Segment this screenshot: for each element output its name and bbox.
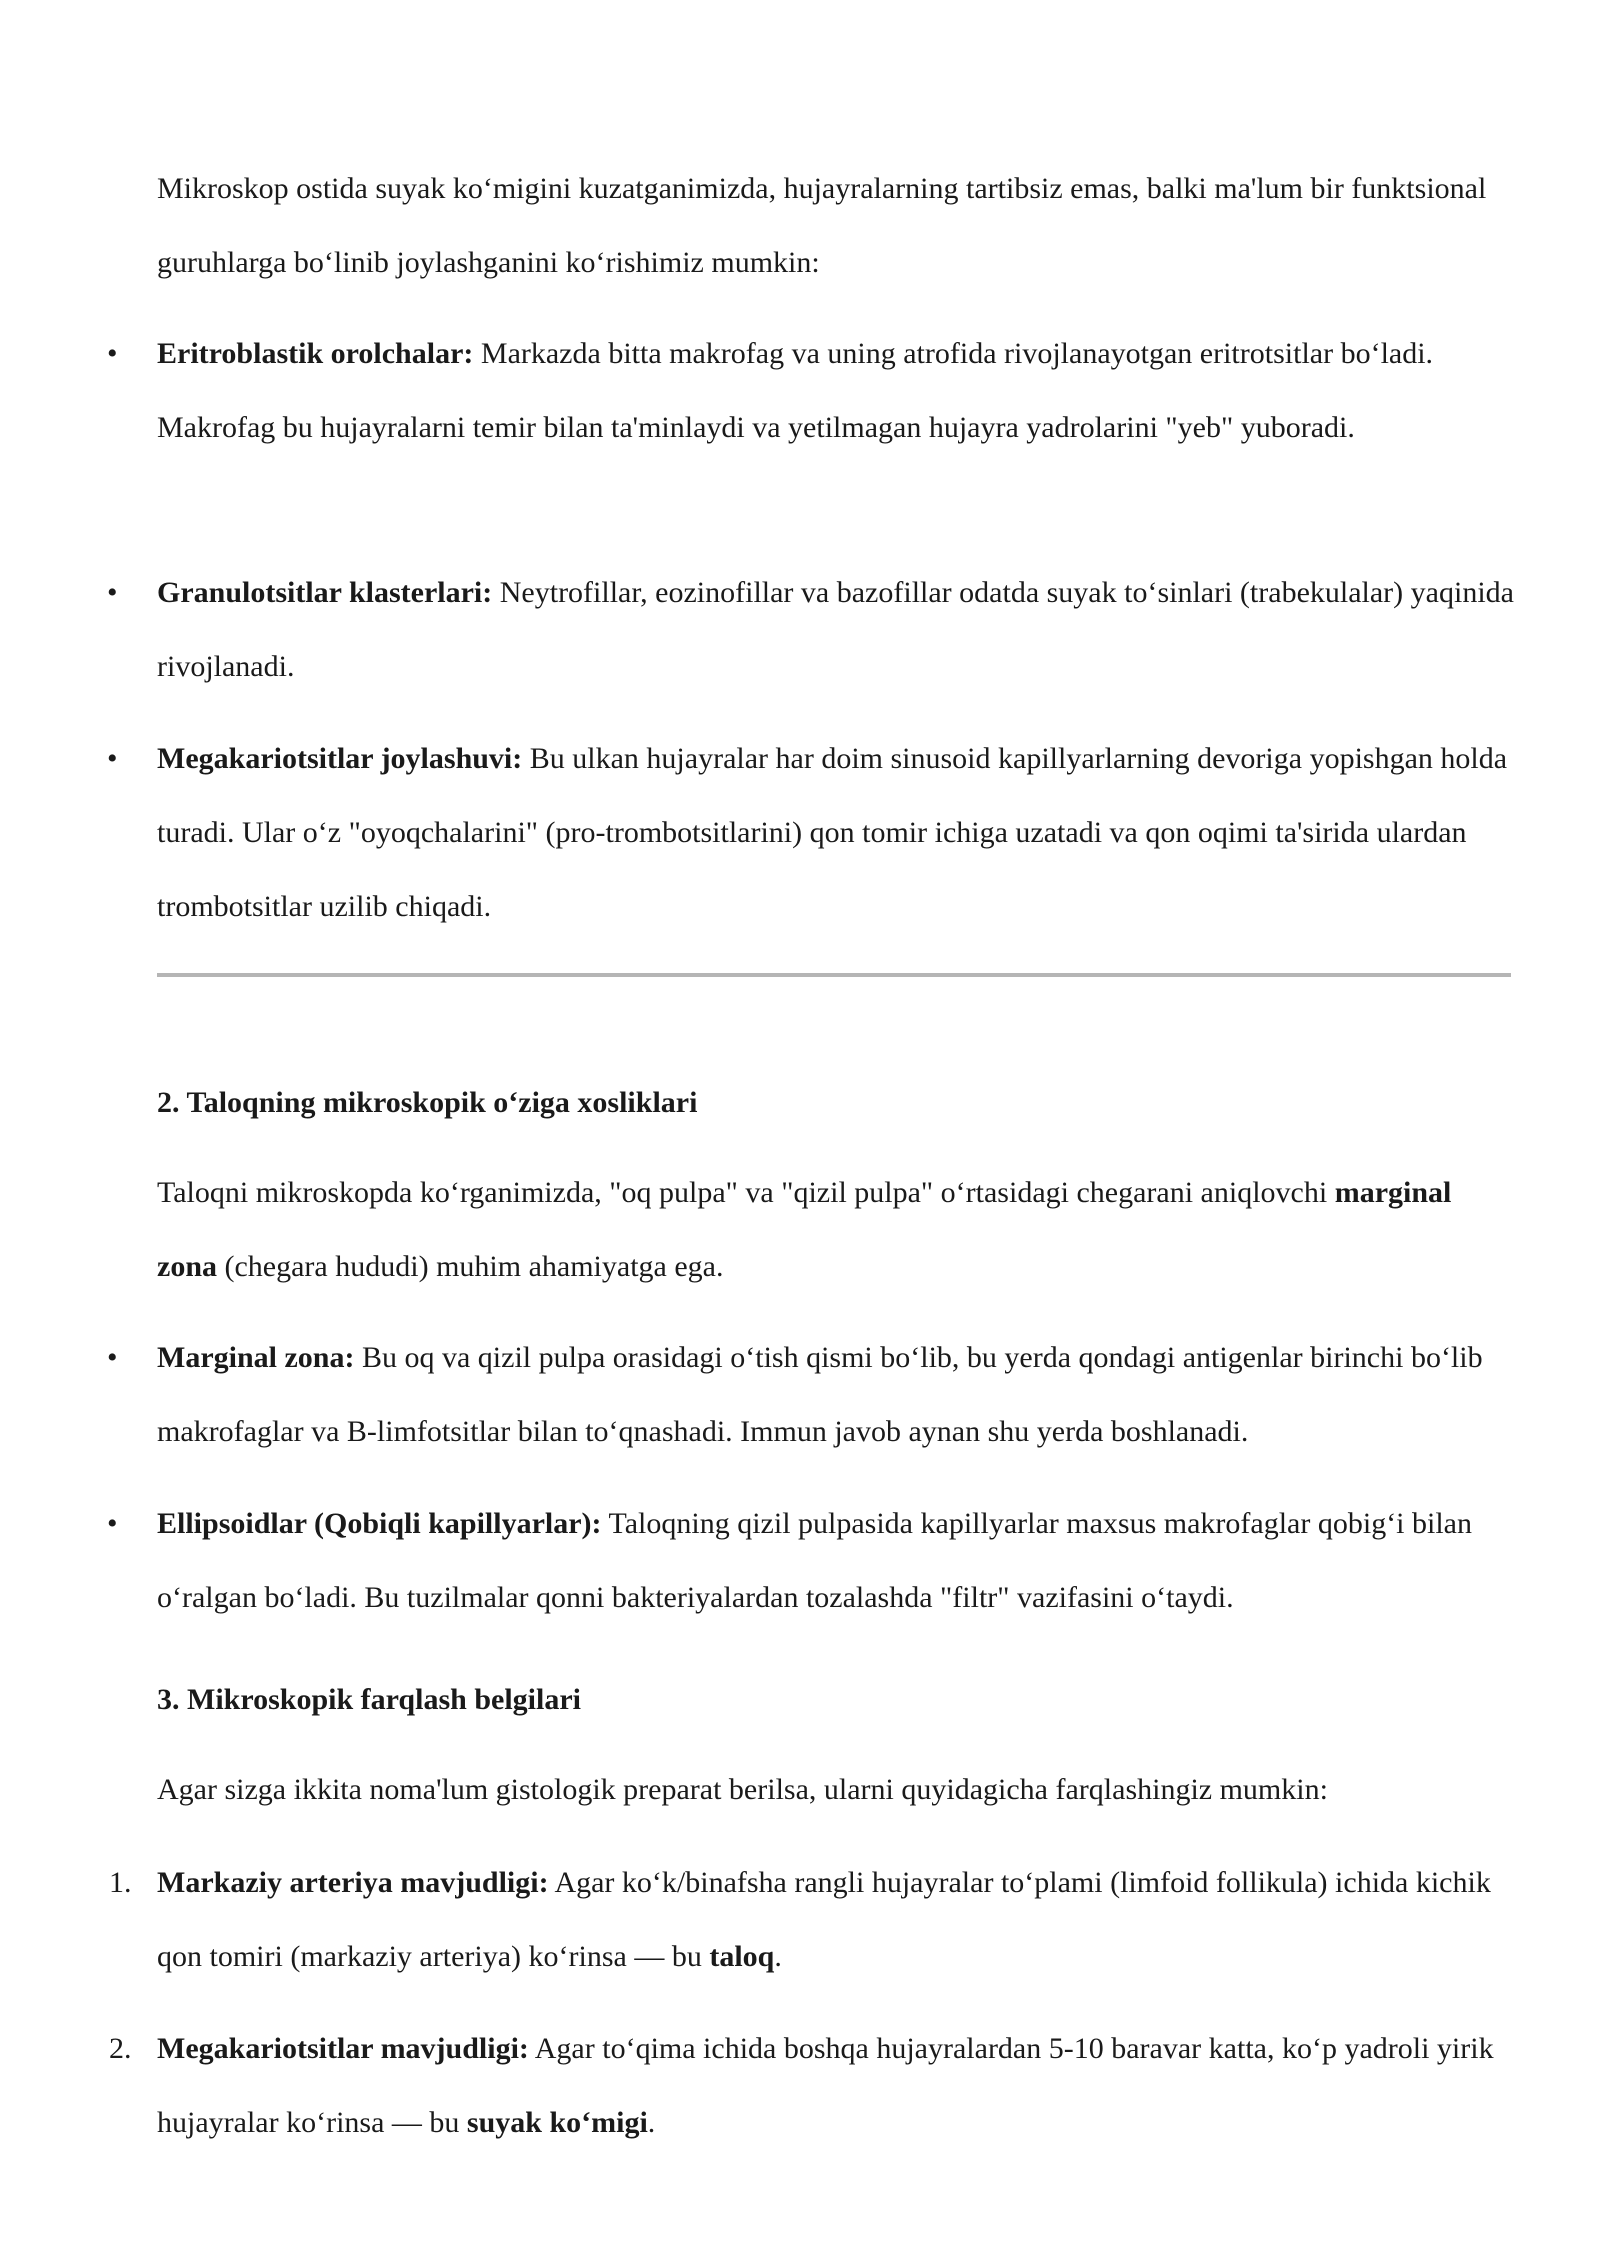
bullet-text: Taloqning qizil pulpasida kapillyarlar maxsus makrofaglar qobigʻi bilan oʻralgan boʻladi. Bu tuzilmalar qonni bakteriyalardan tozalashda "filtr" vazifasini oʻtaydi.	[157, 1507, 1472, 1614]
list-item	[107, 1321, 1517, 1469]
item-answer: suyak koʻmigi	[466, 2106, 648, 2139]
item-text: Agar toʻqima ichida boshqa hujayralardan 5-10 baravar katta, koʻp yadroli yirik hujayralar koʻrinsa — bu	[157, 2032, 1494, 2139]
list-item	[107, 556, 1517, 704]
bullet-text: Markazda bitta makrofag va uning atrofida rivojlanayotgan eritrotsitlar boʻladi. Makrofag bu hujayralarni temir bilan ta'minlaydi va yetilmagan hujayra yadrolarini "yeb" yuboradi.	[157, 337, 1434, 444]
section3-heading: 3. Mikroskopik farqlash belgilari	[157, 1683, 581, 1716]
bullet-dot-icon: •	[107, 337, 118, 370]
bullet-dot-icon: •	[107, 742, 118, 775]
section2-heading: 2. Taloqning mikroskopik oʻziga xosliklari	[157, 1086, 698, 1119]
bullet-dot-icon: •	[107, 1507, 118, 1540]
item-end: .	[647, 2106, 656, 2139]
bullet-text: Bu oq va qizil pulpa orasidagi oʻtish qismi boʻlib, bu yerda qondagi antigenlar birinchi boʻlib makrofaglar va B-limfotsitlar bilan toʻqnashadi. Immun javob aynan shu yerda boshlanadi.	[157, 1341, 1483, 1448]
bullet-term: Eritroblastik orolchalar:	[157, 337, 474, 370]
item-term: Markaziy arteriya mavjudligi:	[157, 1866, 549, 1899]
item-text: Agar koʻk/binafsha rangli hujayralar toʻplami (limfoid follikula) ichida kichik qon tomiri (markaziy arteriya) koʻrinsa — bu	[157, 1866, 1491, 1973]
section3-intro-text: Agar sizga ikkita noma'lum gistologik preparat berilsa, ularni quyidagicha farqlashingiz mumkin:	[157, 1773, 1328, 1806]
item-answer: taloq	[709, 1940, 775, 1973]
list-item	[107, 317, 1517, 465]
bullet-text: Neytrofillar, eozinofillar va bazofillar odatda suyak toʻsinlari (trabekulalar) yaqinida rivojlanadi.	[157, 576, 1514, 683]
numbered-item	[109, 1846, 1517, 1994]
item-end: .	[774, 1940, 782, 1973]
bullet-term: Marginal zona:	[157, 1341, 355, 1374]
item-term: Megakariotsitlar mavjudligi:	[157, 2032, 529, 2065]
section2-intro-before: Taloqni mikroskopda koʻrganimizda, "oq pulpa" va "qizil pulpa" oʻrtasidagi chegarani aniqlovchi	[157, 1176, 1335, 1209]
bullet-term: Ellipsoidlar (Qobiqli kapillyarlar):	[157, 1507, 602, 1540]
section3-intro	[157, 1753, 1517, 1827]
section2-intro-bold: marginal zona	[157, 1176, 1452, 1283]
list-number: 1.	[109, 1866, 132, 1899]
numbered-item	[109, 2012, 1517, 2160]
list-item	[107, 722, 1517, 944]
list-item	[107, 1487, 1517, 1635]
bullet-term: Granulotsitlar klasterlari:	[157, 576, 493, 609]
section1-intro-text: Mikroskop ostida suyak koʻmigini kuzatganimizda, hujayralarning tartibsiz emas, balki ma'lum bir funktsional guruhlarga boʻlinib joylashganini koʻrishimiz mumkin:	[157, 172, 1487, 279]
bullet-dot-icon: •	[107, 1341, 118, 1374]
bullet-text: Bu ulkan hujayralar har doim sinusoid kapillyarlarning devoriga yopishgan holda turadi. Ular oʻz "oyoqchalarini" (pro-trombotsitlarini) qon tomir ichiga uzatadi va qon oqimi ta'sirida ulardan trombotsitlar uzilib chiqadi.	[157, 742, 1508, 923]
list-number: 2.	[109, 2032, 132, 2065]
section1-intro	[157, 152, 1517, 300]
section2-intro	[157, 1156, 1517, 1304]
bullet-term: Megakariotsitlar joylashuvi:	[157, 742, 523, 775]
section2-intro-after: (chegara hududi) muhim ahamiyatga ega.	[217, 1250, 724, 1283]
bullet-dot-icon: •	[107, 576, 118, 609]
horizontal-divider	[157, 973, 1511, 977]
